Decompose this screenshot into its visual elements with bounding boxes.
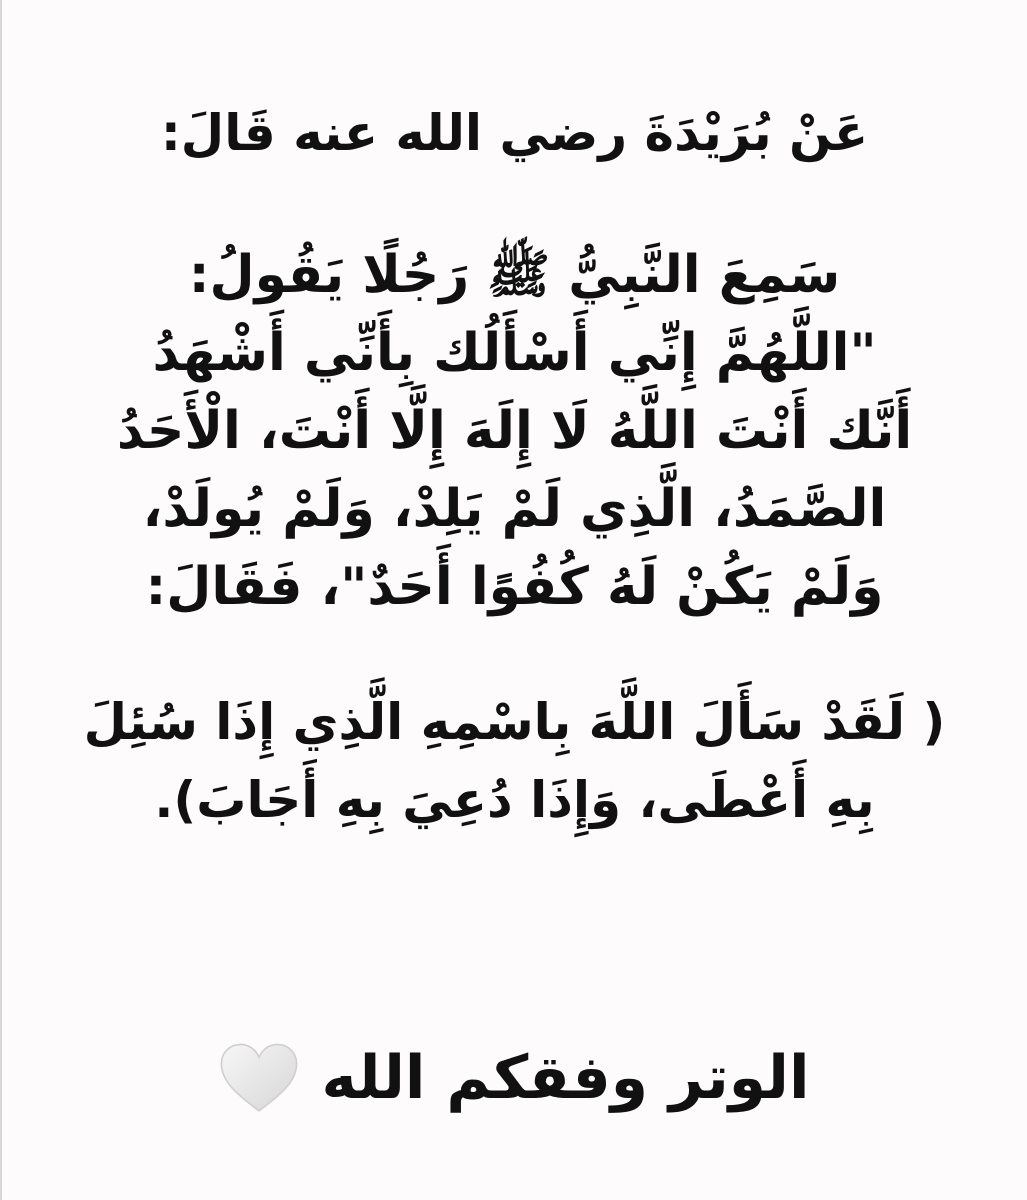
- hadith-line: الصَّمَدُ، الَّذِي لَمْ يَلِدْ، وَلَمْ يُولَدْ،: [142, 479, 887, 539]
- prophet-answer: [42, 683, 987, 839]
- white-heart-icon: [219, 1042, 299, 1114]
- hadith-line: "اللَّهُمَّ إِنِّي أَسْأَلُك بِأَنِّي أَشْهَدُ: [152, 323, 877, 383]
- answer-line: ( لَقَدْ سَأَلَ اللَّهَ بِاسْمِهِ الَّذِي إِذَا سُئِلَ: [83, 693, 946, 751]
- hadith-text: [42, 236, 987, 626]
- hadith-line: سَمِعَ النَّبِيُّ ﷺ رَجُلًا يَقُولُ:: [188, 245, 841, 305]
- hadith-narrator-line: عَنْ بُرَيْدَةَ رضي الله عنه قَالَ:: [160, 104, 869, 162]
- hadith-line: أَنَّك أَنْتَ اللَّهُ لَا إِلَهَ إِلَّا أَنْتَ، الْأَحَدُ: [116, 401, 913, 461]
- closing-text: الوتر وفقكم الله: [321, 1043, 810, 1113]
- hadith-line: وَلَمْ يَكُنْ لَهُ كُفُوًا أَحَدٌ"، فَقَالَ:: [145, 557, 884, 617]
- closing-line: [42, 1028, 987, 1128]
- answer-line: بِهِ أَعْطَى، وَإِذَا دُعِيَ بِهِ أَجَابَ).: [154, 771, 875, 829]
